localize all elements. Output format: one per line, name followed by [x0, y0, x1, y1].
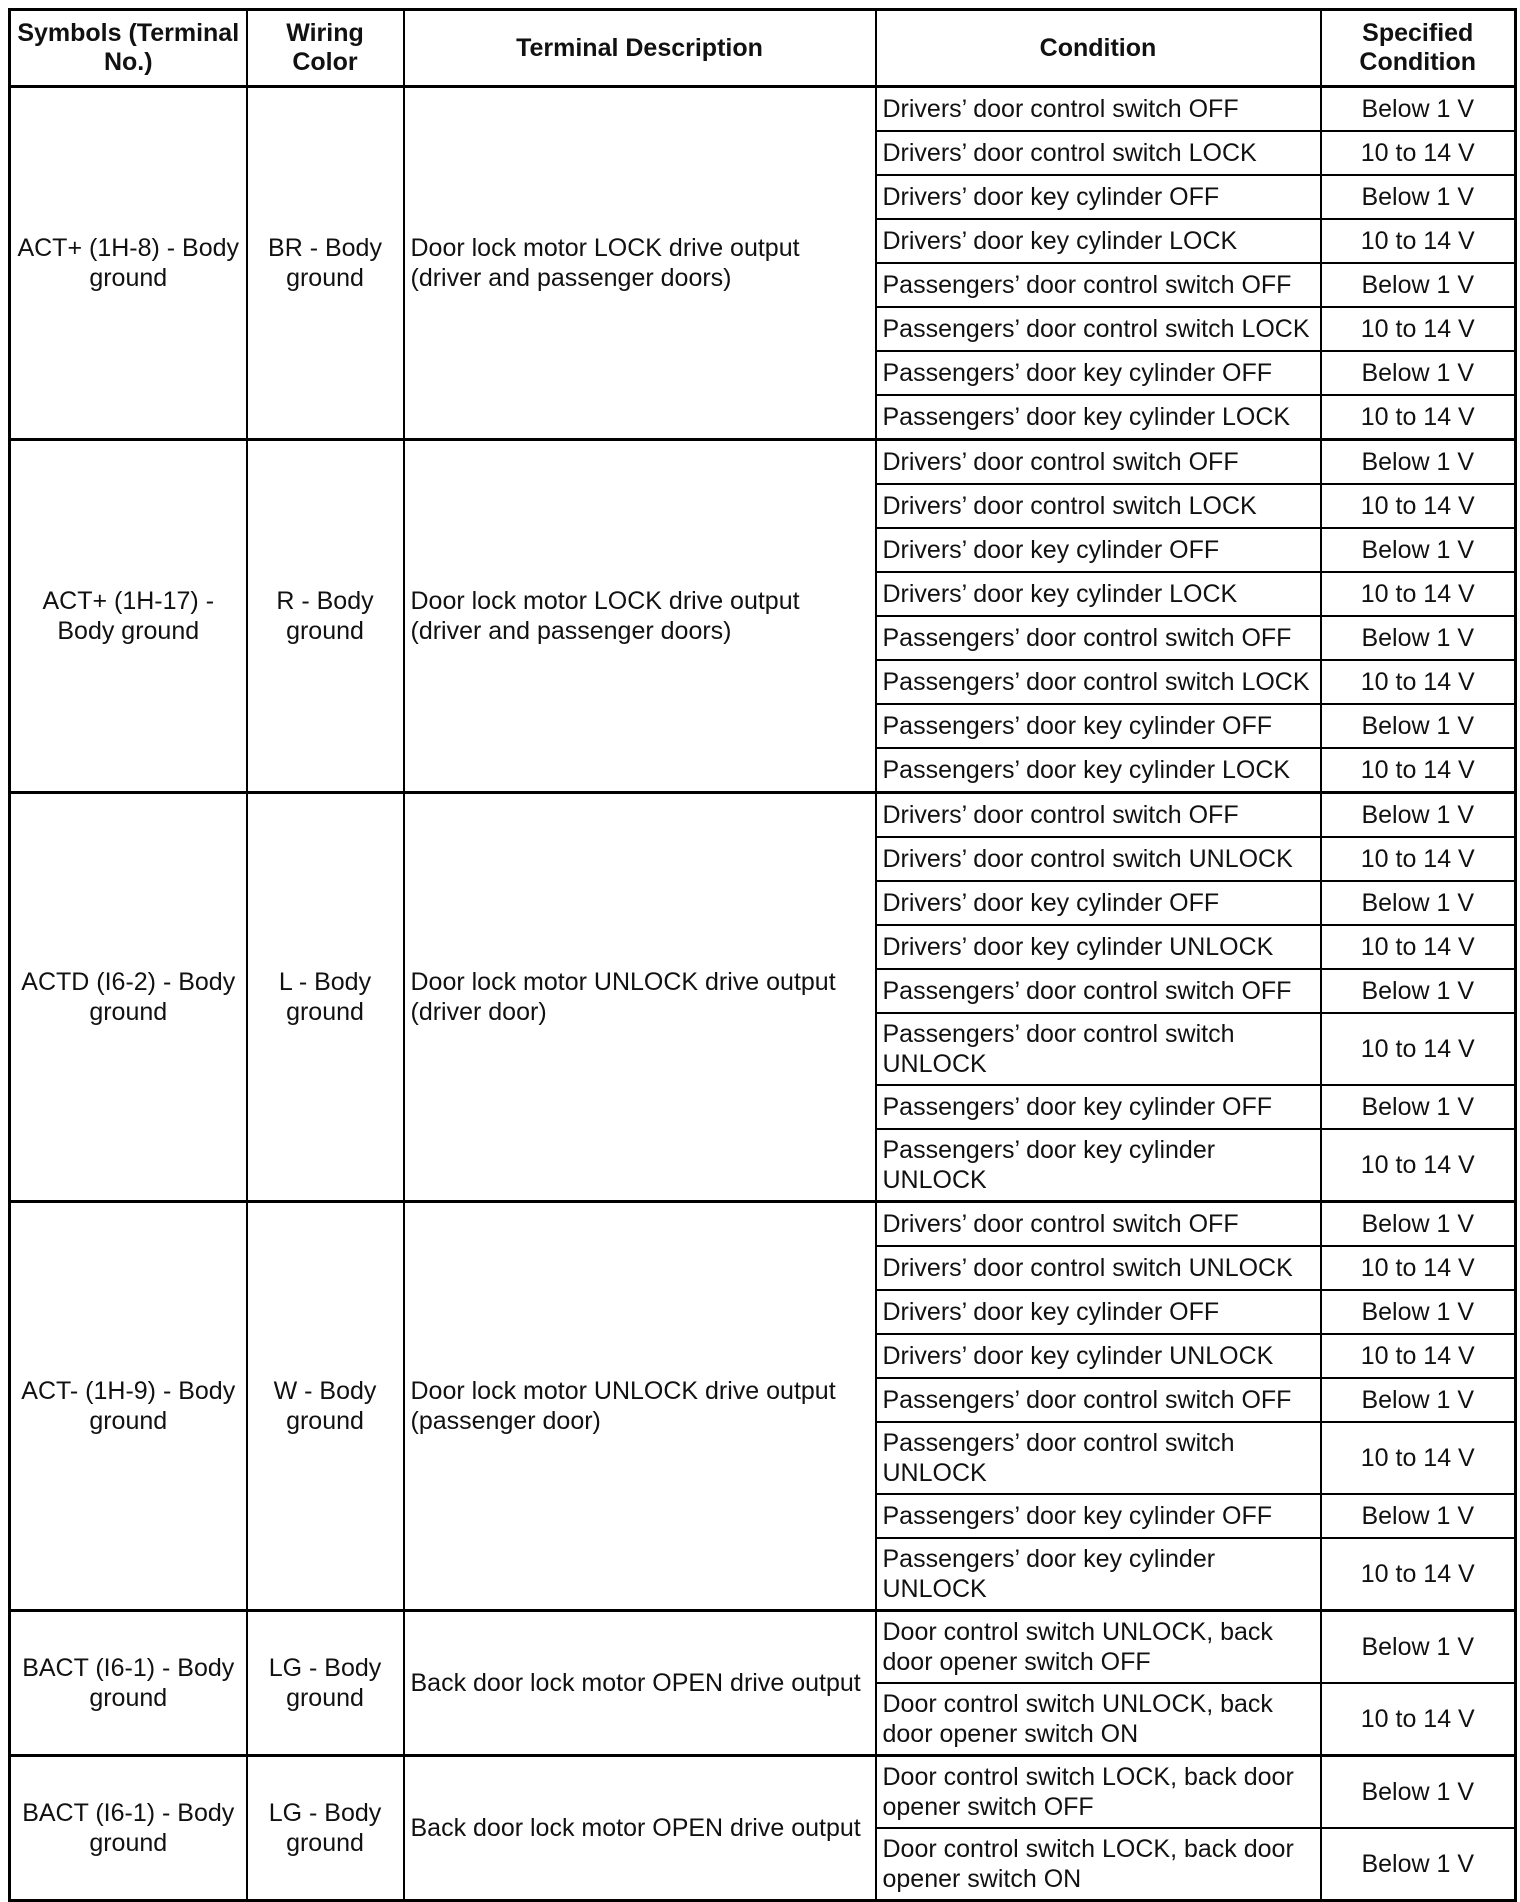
- specified-condition-cell: Below 1 V: [1321, 440, 1516, 485]
- table-row: [10, 1202, 1516, 1247]
- condition-cell: Drivers’ door key cylinder OFF: [876, 175, 1321, 219]
- condition-cell: Passengers’ door control switch OFF: [876, 616, 1321, 660]
- specified-condition-cell: Below 1 V: [1321, 616, 1516, 660]
- wiring-color-cell: R - Body ground: [247, 440, 404, 793]
- specified-condition-cell: Below 1 V: [1321, 793, 1516, 838]
- header-wiring-color: Wiring Color: [247, 10, 404, 87]
- specified-condition-cell: Below 1 V: [1321, 1611, 1516, 1684]
- specified-condition-cell: 10 to 14 V: [1321, 748, 1516, 793]
- terminal-description-cell: Back door lock motor OPEN drive output: [404, 1611, 876, 1756]
- condition-cell: Door control switch UNLOCK, back door opener switch ON: [876, 1683, 1321, 1756]
- terminal-symbol-cell: BACT (I6-1) - Body ground: [10, 1756, 247, 1901]
- condition-cell: Passengers’ door key cylinder OFF: [876, 1085, 1321, 1129]
- specified-condition-cell: Below 1 V: [1321, 1494, 1516, 1538]
- specified-condition-cell: Below 1 V: [1321, 175, 1516, 219]
- table-row: [10, 1756, 1516, 1829]
- specified-condition-cell: Below 1 V: [1321, 263, 1516, 307]
- specified-condition-cell: Below 1 V: [1321, 1202, 1516, 1247]
- wiring-color-cell: L - Body ground: [247, 793, 404, 1202]
- header-condition: Condition: [876, 10, 1321, 87]
- header-terminal-description: Terminal Description: [404, 10, 876, 87]
- condition-cell: Door control switch LOCK, back door opener switch ON: [876, 1828, 1321, 1901]
- condition-cell: Passengers’ door key cylinder LOCK: [876, 395, 1321, 440]
- specified-condition-cell: 10 to 14 V: [1321, 837, 1516, 881]
- condition-cell: Drivers’ door key cylinder UNLOCK: [876, 925, 1321, 969]
- condition-cell: Drivers’ door control switch OFF: [876, 87, 1321, 132]
- condition-cell: Drivers’ door control switch OFF: [876, 440, 1321, 485]
- condition-cell: Passengers’ door key cylinder UNLOCK: [876, 1538, 1321, 1611]
- table-row: [10, 87, 1516, 132]
- table-body: [10, 87, 1516, 1901]
- terminal-symbol-cell: ACT- (1H-9) - Body ground: [10, 1202, 247, 1611]
- condition-cell: Drivers’ door control switch LOCK: [876, 131, 1321, 175]
- specified-condition-cell: 10 to 14 V: [1321, 484, 1516, 528]
- specified-condition-cell: Below 1 V: [1321, 1828, 1516, 1901]
- terminal-symbol-cell: ACT+ (1H-17) - Body ground: [10, 440, 247, 793]
- condition-cell: Drivers’ door key cylinder LOCK: [876, 219, 1321, 263]
- condition-cell: Door control switch UNLOCK, back door opener switch OFF: [876, 1611, 1321, 1684]
- table-row: [10, 793, 1516, 838]
- condition-cell: Drivers’ door key cylinder OFF: [876, 1290, 1321, 1334]
- specified-condition-cell: 10 to 14 V: [1321, 1334, 1516, 1378]
- condition-cell: Drivers’ door control switch LOCK: [876, 484, 1321, 528]
- table-row: [10, 1611, 1516, 1684]
- specified-condition-cell: 10 to 14 V: [1321, 1422, 1516, 1494]
- terminal-spec-table: [8, 8, 1517, 1902]
- table-header: [10, 10, 1516, 87]
- condition-cell: Drivers’ door control switch OFF: [876, 1202, 1321, 1247]
- condition-cell: Drivers’ door control switch UNLOCK: [876, 1246, 1321, 1290]
- condition-cell: Passengers’ door control switch LOCK: [876, 307, 1321, 351]
- terminal-symbol-cell: BACT (I6-1) - Body ground: [10, 1611, 247, 1756]
- condition-cell: Drivers’ door key cylinder LOCK: [876, 572, 1321, 616]
- specified-condition-cell: Below 1 V: [1321, 351, 1516, 395]
- condition-cell: Drivers’ door control switch UNLOCK: [876, 837, 1321, 881]
- specified-condition-cell: 10 to 14 V: [1321, 1129, 1516, 1202]
- specified-condition-cell: 10 to 14 V: [1321, 219, 1516, 263]
- specified-condition-cell: 10 to 14 V: [1321, 131, 1516, 175]
- specified-condition-cell: 10 to 14 V: [1321, 1683, 1516, 1756]
- specified-condition-cell: 10 to 14 V: [1321, 307, 1516, 351]
- specified-condition-cell: 10 to 14 V: [1321, 572, 1516, 616]
- header-specified-condition: Specified Condition: [1321, 10, 1516, 87]
- header-symbols: Symbols (Terminal No.): [10, 10, 247, 87]
- specified-condition-cell: 10 to 14 V: [1321, 1246, 1516, 1290]
- wiring-color-cell: LG - Body ground: [247, 1611, 404, 1756]
- wiring-color-cell: LG - Body ground: [247, 1756, 404, 1901]
- specified-condition-cell: 10 to 14 V: [1321, 1538, 1516, 1611]
- condition-cell: Passengers’ door control switch OFF: [876, 263, 1321, 307]
- specified-condition-cell: 10 to 14 V: [1321, 395, 1516, 440]
- condition-cell: Passengers’ door key cylinder OFF: [876, 1494, 1321, 1538]
- wiring-color-cell: BR - Body ground: [247, 87, 404, 440]
- specified-condition-cell: Below 1 V: [1321, 1756, 1516, 1829]
- condition-cell: Passengers’ door key cylinder OFF: [876, 704, 1321, 748]
- specified-condition-cell: Below 1 V: [1321, 1378, 1516, 1422]
- condition-cell: Passengers’ door key cylinder UNLOCK: [876, 1129, 1321, 1202]
- specified-condition-cell: 10 to 14 V: [1321, 660, 1516, 704]
- specified-condition-cell: Below 1 V: [1321, 87, 1516, 132]
- terminal-symbol-cell: ACTD (I6-2) - Body ground: [10, 793, 247, 1202]
- terminal-description-cell: Door lock motor LOCK drive output (driver and passenger doors): [404, 87, 876, 440]
- condition-cell: Passengers’ door control switch OFF: [876, 969, 1321, 1013]
- condition-cell: Passengers’ door key cylinder OFF: [876, 351, 1321, 395]
- condition-cell: Door control switch LOCK, back door opener switch OFF: [876, 1756, 1321, 1829]
- condition-cell: Passengers’ door control switch OFF: [876, 1378, 1321, 1422]
- terminal-description-cell: Door lock motor UNLOCK drive output (passenger door): [404, 1202, 876, 1611]
- wiring-color-cell: W - Body ground: [247, 1202, 404, 1611]
- condition-cell: Drivers’ door key cylinder UNLOCK: [876, 1334, 1321, 1378]
- condition-cell: Passengers’ door control switch LOCK: [876, 660, 1321, 704]
- table-row: [10, 440, 1516, 485]
- specified-condition-cell: Below 1 V: [1321, 969, 1516, 1013]
- condition-cell: Passengers’ door control switch UNLOCK: [876, 1013, 1321, 1085]
- terminal-description-cell: Door lock motor LOCK drive output (driver and passenger doors): [404, 440, 876, 793]
- specified-condition-cell: Below 1 V: [1321, 528, 1516, 572]
- terminal-description-cell: Door lock motor UNLOCK drive output (driver door): [404, 793, 876, 1202]
- condition-cell: Passengers’ door key cylinder LOCK: [876, 748, 1321, 793]
- specified-condition-cell: Below 1 V: [1321, 881, 1516, 925]
- condition-cell: Drivers’ door key cylinder OFF: [876, 528, 1321, 572]
- specified-condition-cell: 10 to 14 V: [1321, 925, 1516, 969]
- terminal-symbol-cell: ACT+ (1H-8) - Body ground: [10, 87, 247, 440]
- terminal-description-cell: Back door lock motor OPEN drive output: [404, 1756, 876, 1901]
- condition-cell: Drivers’ door key cylinder OFF: [876, 881, 1321, 925]
- specified-condition-cell: Below 1 V: [1321, 1290, 1516, 1334]
- condition-cell: Passengers’ door control switch UNLOCK: [876, 1422, 1321, 1494]
- specified-condition-cell: Below 1 V: [1321, 1085, 1516, 1129]
- header-row: [10, 10, 1516, 87]
- specified-condition-cell: Below 1 V: [1321, 704, 1516, 748]
- specified-condition-cell: 10 to 14 V: [1321, 1013, 1516, 1085]
- condition-cell: Drivers’ door control switch OFF: [876, 793, 1321, 838]
